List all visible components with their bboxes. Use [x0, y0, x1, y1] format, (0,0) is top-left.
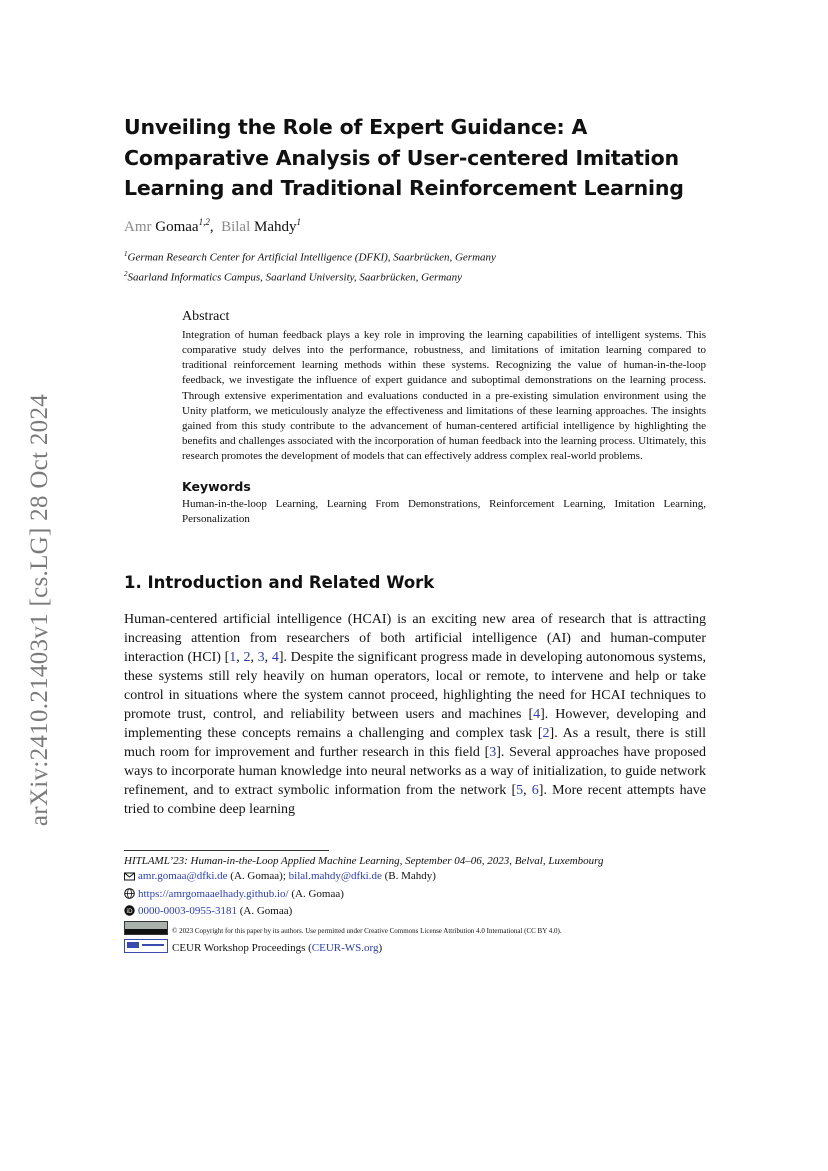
keywords-heading: Keywords	[182, 478, 251, 494]
citation-link[interactable]: 1	[229, 650, 237, 666]
affiliation	[124, 246, 706, 267]
website-line	[124, 887, 724, 904]
citation-link[interactable]: 2	[243, 650, 251, 666]
affiliation-text: Saarland Informatics Campus, Saarland University, Saarbrücken, Germany	[127, 271, 463, 284]
affiliation-sup: 1	[124, 249, 128, 258]
email-line	[124, 869, 724, 886]
author-affil-sup: 1,2	[198, 216, 210, 227]
conference-note: HITLAML’23: Human-in-the-Loop Applied Machine Learning, September 04–06, 2023, Belval, Luxembourg	[124, 855, 604, 867]
affiliations	[124, 246, 706, 287]
body-text: Human-centered artificial intelligence (HCAI) is an exciting new area of research that is attracting increasing attention from researchers of both artificial intelligence (AI) and human-computer interaction (HCI) [	[124, 612, 706, 666]
paper-page	[124, 112, 706, 819]
author-first-name: Amr	[124, 218, 152, 235]
body-text: ]. Several approaches have proposed ways to incorporate human knowledge into neural networks as a way of initialization, to guide network refinement, and to extract symbolic information from the network [	[124, 745, 707, 799]
citation-link[interactable]: 5	[516, 783, 524, 799]
footnote-block	[124, 854, 724, 957]
citation-link[interactable]: 4	[271, 650, 279, 666]
author-last-name: Mahdy	[254, 218, 297, 235]
email-link[interactable]: bilal.mahdy@dfki.de	[288, 870, 382, 883]
globe-icon	[124, 888, 135, 904]
svg-text:iD: iD	[126, 907, 133, 915]
citation-link[interactable]: 3	[489, 745, 497, 761]
affiliation-sup: 2	[124, 270, 128, 279]
keywords-text: Human-in-the-loop Learning, Learning From Demonstrations, Reinforcement Learning, Imitation Learning, Personalization	[182, 497, 706, 525]
author-last-name: Gomaa	[155, 218, 199, 235]
arxiv-identifier: arXiv:2410.21403v1 [cs.LG] 28 Oct 2024	[26, 393, 53, 827]
body-text: ]. However, developing and implementing these concepts remains a challenging and complex task [	[124, 707, 706, 742]
email-owner: (A. Gomaa);	[230, 870, 286, 883]
author-first-name: Bilal	[221, 218, 251, 235]
body-paragraph: Human-centered artificial intelligence (HCAI) is an exciting new area of research that is attracting increasing attention from researchers of both artificial intelligence (AI) and human-computer interaction (HCI) [1, 2, 3, 4]. Despite the significant progress made in developing autonomous systems, these systems still rely heavily on human operators, local or remote, to intervene and help or take control in situations where the system cannot proceed, highlighting the need for HCAI techniques to promote trust, control, and reliability between users and machines [4]. However, developing and implementing these concepts remains a challenging and complex task [2]. As a result, there is still much room for improvement and further research in this field [3]. Several approaches have proposed ways to incorporate human knowledge into neural networks as a way of initialization, to guide network refinement, and to extract symbolic information from the network [5, 6]. More recent attempts have tried to combine deep learning	[124, 612, 707, 818]
orcid-icon	[124, 905, 135, 921]
website-owner: (A. Gomaa)	[291, 887, 344, 900]
orcid-link[interactable]: 0000-0003-0955-3181	[138, 904, 237, 917]
abstract-heading: Abstract	[182, 308, 230, 324]
ceur-logo-icon	[124, 939, 168, 953]
ceur-text: CEUR Workshop Proceedings (	[172, 942, 312, 955]
ceur-close: )	[378, 942, 383, 955]
license-line	[124, 921, 724, 939]
citation-link[interactable]: 2	[542, 726, 550, 742]
citation-link[interactable]: 4	[533, 707, 541, 723]
orcid-line	[124, 904, 724, 921]
affiliation-text: German Research Center for Artificial Intelligence (DFKI), Saarbrücken, Germany	[127, 251, 496, 264]
cc-by-badge-icon	[124, 921, 168, 935]
abstract-text: Integration of human feedback plays a key role in improving the learning capabilities of intelligent systems. This comparative study delves into the performance, robustness, and limitations of imitation learning compared to traditional reinforcement learning methods within these systems. Recognizing the value of human-in-the-loop feedback, we investigate the influence of expert guidance and suboptimal demonstrations on the learning process. Through extensive experimentation and evaluations conducted in a pre-existing simulation environment using the Unity platform, we meticulously analyze the effectiveness and limitations of these learning approaches. The insights gained from this study contribute to the advancement of human-centered artificial intelligence by highlighting the benefits and challenges associated with the incorporation of human feedback into the learning process. Ultimately, this research promotes the development of models that can effectively address complex real-world problems.	[182, 328, 706, 463]
abstract-block	[182, 309, 706, 527]
footnote-rule	[124, 850, 329, 851]
arxiv-sidebar	[20, 370, 60, 850]
citation-link[interactable]: 3	[257, 650, 265, 666]
email-owner: (B. Mahdy)	[384, 870, 436, 883]
body-text: ]. More recent attempts have tried to combine deep learning	[124, 783, 707, 818]
body-text: ]. Despite the significant progress made in developing autonomous systems, these systems still rely heavily on human operators, local or remote, to intervene and help or take control in situations where the system cannot proceed, highlighting the need for HCAI techniques to promote trust, control, and reliability between users and machines [	[124, 650, 707, 723]
citation-link[interactable]: 6	[531, 783, 539, 799]
affiliation	[124, 266, 706, 287]
ceur-link[interactable]: CEUR-WS.org	[311, 942, 379, 955]
email-link[interactable]: amr.gomaa@dfki.de	[138, 870, 228, 883]
license-text: © 2023 Copyright for this paper by its authors. Use permitted under Creative Commons License Attribution 4.0 International (CC BY 4.0).	[172, 927, 562, 936]
author-affil-sup: 1	[296, 216, 301, 227]
envelope-icon	[124, 871, 135, 886]
ceur-line	[124, 939, 724, 956]
website-link[interactable]: https://amrgomaaelhady.github.io/	[138, 887, 289, 900]
body-text: ]. As a result, there is still much room for improvement and further research in this field [	[124, 726, 706, 761]
orcid-owner: (A. Gomaa)	[239, 904, 293, 917]
paper-title: Unveiling the Role of Expert Guidance: A Comparative Analysis of User-centered Imitation Learning and Traditional Reinforcement Learning	[124, 115, 684, 200]
section-heading: 1. Introduction and Related Work	[124, 573, 435, 593]
author-list: Amr Gomaa$^{1,2}$, Bilal Mahdy$^1$	[124, 216, 301, 235]
